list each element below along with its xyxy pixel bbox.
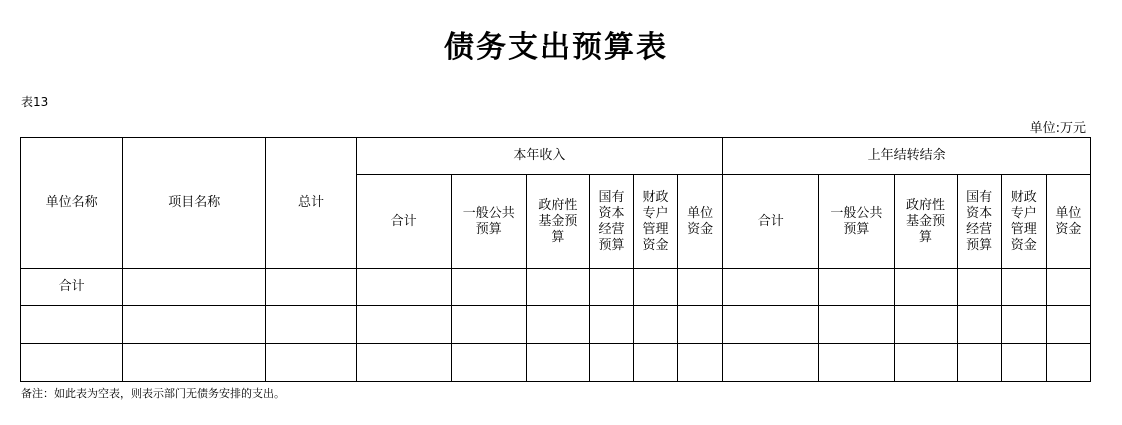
table-cell [123,306,266,344]
table-cell [1046,306,1090,344]
table-cell [1046,344,1090,382]
table-cell [723,344,819,382]
table-cell [957,306,1001,344]
table-cell [678,306,723,344]
table-cell [819,306,894,344]
header-project-name: 项目名称 [123,138,266,269]
table-cell [451,344,526,382]
header-cy-fiscal-special: 财政专户管理资金 [634,175,678,269]
header-py-gov-fund: 政府性基金预算 [894,175,957,269]
unit-label: 单位:万元 [1029,121,1086,136]
table-cell [526,269,589,306]
table-cell [123,269,266,306]
row-label [21,344,123,382]
table-cell [723,306,819,344]
table-cell [451,269,526,306]
header-cy-unit-funds: 单位资金 [678,175,723,269]
header-py-general-budget: 一般公共预算 [819,175,894,269]
table-row [21,344,1091,382]
table-cell [266,269,356,306]
footnote: 备注：如此表为空表，则表示部门无债务安排的支出。 [21,387,285,400]
header-py-fiscal-special: 财政专户管理资金 [1001,175,1046,269]
header-cy-gov-fund: 政府性基金预算 [526,175,589,269]
table-cell [1046,269,1090,306]
table-cell [634,269,678,306]
table-cell [356,269,451,306]
table-row [21,269,1091,306]
table-cell [678,269,723,306]
header-py-unit-funds: 单位资金 [1046,175,1090,269]
table-cell [266,344,356,382]
header-unit-name: 单位名称 [21,138,123,269]
table-cell [634,344,678,382]
header-cy-total: 合计 [356,175,451,269]
table-cell [451,306,526,344]
header-total: 总计 [266,138,356,269]
table-number: 表13 [21,95,49,109]
table-row [21,306,1091,344]
header-py-total: 合计 [723,175,819,269]
table-cell [1001,269,1046,306]
table-cell [526,306,589,344]
table-cell [957,269,1001,306]
table-cell [589,306,633,344]
header-py-state-capital: 国有资本经营预算 [957,175,1001,269]
table-cell [356,344,451,382]
table-cell [957,344,1001,382]
table-cell [589,344,633,382]
table-cell [894,306,957,344]
table-cell [1001,306,1046,344]
header-row-1 [21,138,1091,175]
header-cy-state-capital: 国有资本经营预算 [589,175,633,269]
table-cell [894,344,957,382]
table-cell [723,269,819,306]
table-cell [266,306,356,344]
table-cell [356,306,451,344]
table-cell [123,344,266,382]
table-cell [894,269,957,306]
table-cell [589,269,633,306]
header-cy-general-budget: 一般公共预算 [451,175,526,269]
table-cell [819,344,894,382]
page-title: 债务支出预算表 [444,30,668,65]
table-cell [819,269,894,306]
row-label: 合计 [21,269,123,306]
table-cell [526,344,589,382]
table-cell [1001,344,1046,382]
budget-table [20,137,1091,382]
header-prior-year-carryover: 上年结转结余 [723,138,1091,175]
row-label [21,306,123,344]
table-cell [634,306,678,344]
header-current-year-income: 本年收入 [356,138,723,175]
table-cell [678,344,723,382]
